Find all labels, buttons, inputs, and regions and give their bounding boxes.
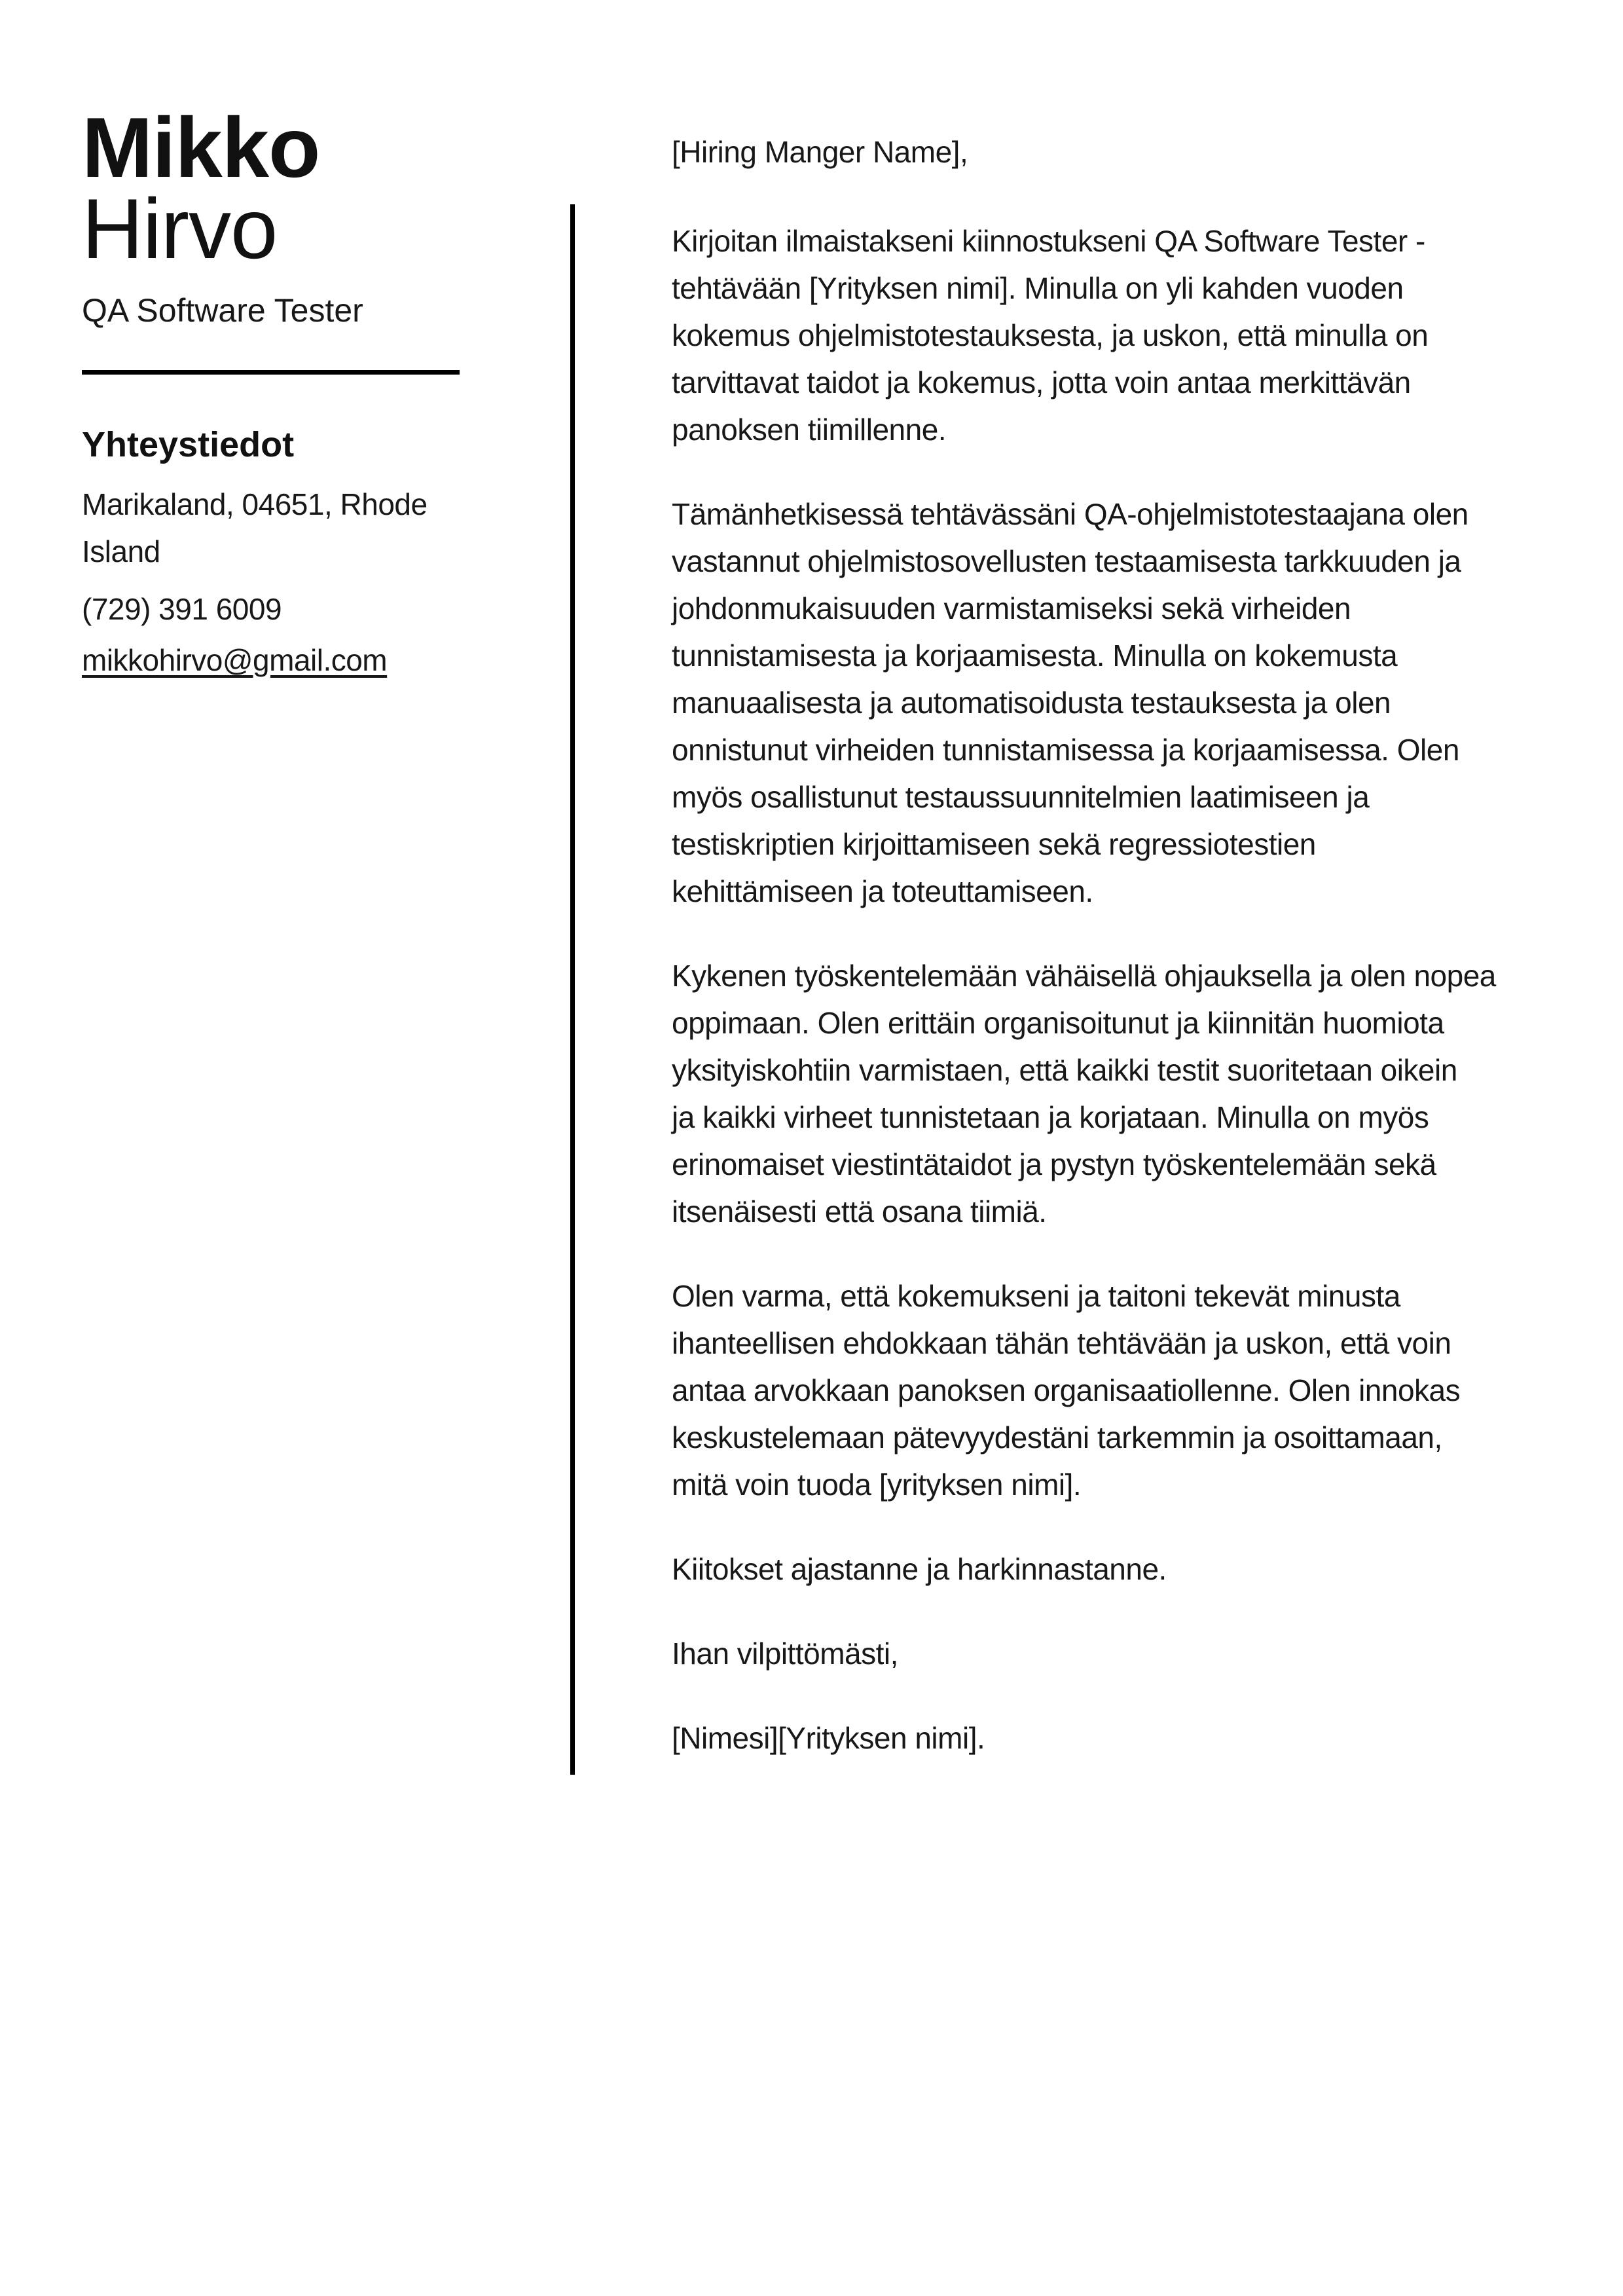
letter-paragraph — [672, 1272, 1496, 1508]
letter-line: itsenäisesti että osana tiimiä. — [672, 1194, 1047, 1229]
letter-line: Tämänhetkisessä tehtävässäni QA-ohjelmistotestaajana olen — [672, 497, 1468, 531]
letter-line: Olen varma, että kokemukseni ja taitoni tekevät minusta — [672, 1279, 1400, 1313]
letter-line: vastannut ohjelmistosovellusten testaamisesta tarkkuuden ja — [672, 544, 1461, 578]
candidate-name — [82, 100, 320, 276]
letter-line: ja kaikki virheet tunnistetaan ja korjataan. Minulla on myös — [672, 1100, 1429, 1134]
contact-address: Marikaland, 04651, Rhode Island — [82, 487, 428, 568]
sidebar-divider — [82, 370, 460, 375]
letter-line: mitä voin tuoda [yrityksen nimi]. — [672, 1468, 1082, 1502]
job-title: QA Software Tester — [82, 292, 363, 329]
letter-line: Kiitokset ajastanne ja harkinnastanne. — [672, 1552, 1167, 1586]
last-name: Hirvo — [82, 181, 278, 276]
contact-heading: Yhteystiedot — [82, 425, 295, 464]
letter-line: tehtävään [Yrityksen nimi]. Minulla on yli kahden vuoden — [672, 271, 1404, 305]
letter-paragraph — [672, 217, 1496, 453]
letter-line: [Nimesi][Yrityksen nimi]. — [672, 1721, 985, 1755]
letter-paragraph — [672, 1546, 1496, 1593]
contact-email — [82, 637, 387, 684]
letter-paragraph — [672, 491, 1496, 915]
letter-line: myös osallistunut testaussuunnitelmien laatimiseen ja — [672, 780, 1370, 814]
letter-paragraph — [672, 1714, 1496, 1762]
letter-line: Ihan vilpittömästi, — [672, 1637, 898, 1671]
letter-line: tunnistamisesta ja korjaamisesta. Minulla on kokemusta — [672, 639, 1398, 673]
letter-line: Kykenen työskentelemään vähäisellä ohjauksella ja olen nopea — [672, 959, 1496, 993]
letter-body — [570, 204, 1496, 1775]
email-link[interactable]: mikkohirvo@gmail.com — [82, 643, 388, 677]
letter-paragraph — [672, 952, 1496, 1235]
letter-line: antaa arvokkaan panoksen organisaatiollenne. Olen innokas — [672, 1373, 1461, 1407]
letter-line: manuaalisesta ja automatisoidusta testauksesta ja olen — [672, 686, 1391, 720]
letter-line: testiskriptien kirjoittamiseen sekä regressiotestien — [672, 827, 1316, 861]
letter-line: yksityiskohtiin varmistaen, että kaikki testit suoritetaan oikein — [672, 1053, 1457, 1087]
letter-line: keskustelemaan pätevyydestäni tarkemmin ja osoittamaan, — [672, 1420, 1442, 1454]
contact-phone: (729) 391 6009 — [82, 592, 282, 626]
letter-line: erinomaiset viestintätaidot ja pystyn työskentelemään sekä — [672, 1147, 1436, 1181]
letter-line: tarvittavat taidot ja kokemus, jotta voin antaa merkittävän — [672, 365, 1411, 399]
letter-greeting: [Hiring Manger Name], — [672, 135, 968, 169]
letter-line: kokemus ohjelmistotestauksesta, ja uskon, että minulla on — [672, 318, 1429, 352]
letter-line: panoksen tiimillenne. — [672, 413, 947, 447]
letter-paragraph — [672, 1630, 1496, 1677]
letter-line: oppimaan. Olen erittäin organisoitunut ja kiinnitän huomiota — [672, 1006, 1444, 1040]
letter-line: johdonmukaisuuden varmistamiseksi sekä virheiden — [672, 591, 1351, 625]
first-name: Mikko — [82, 100, 320, 195]
letter-line: kehittämiseen ja toteuttamiseen. — [672, 874, 1093, 908]
letter-line: ihanteellisen ehdokkaan tähän tehtävään ja uskon, että voin — [672, 1326, 1451, 1360]
letter-line: Kirjoitan ilmaistakseni kiinnostukseni QA Software Tester - — [672, 224, 1425, 258]
letter-paragraphs — [672, 217, 1496, 1762]
letter-line: onnistunut virheiden tunnistamisessa ja korjaamisessa. Olen — [672, 733, 1459, 767]
